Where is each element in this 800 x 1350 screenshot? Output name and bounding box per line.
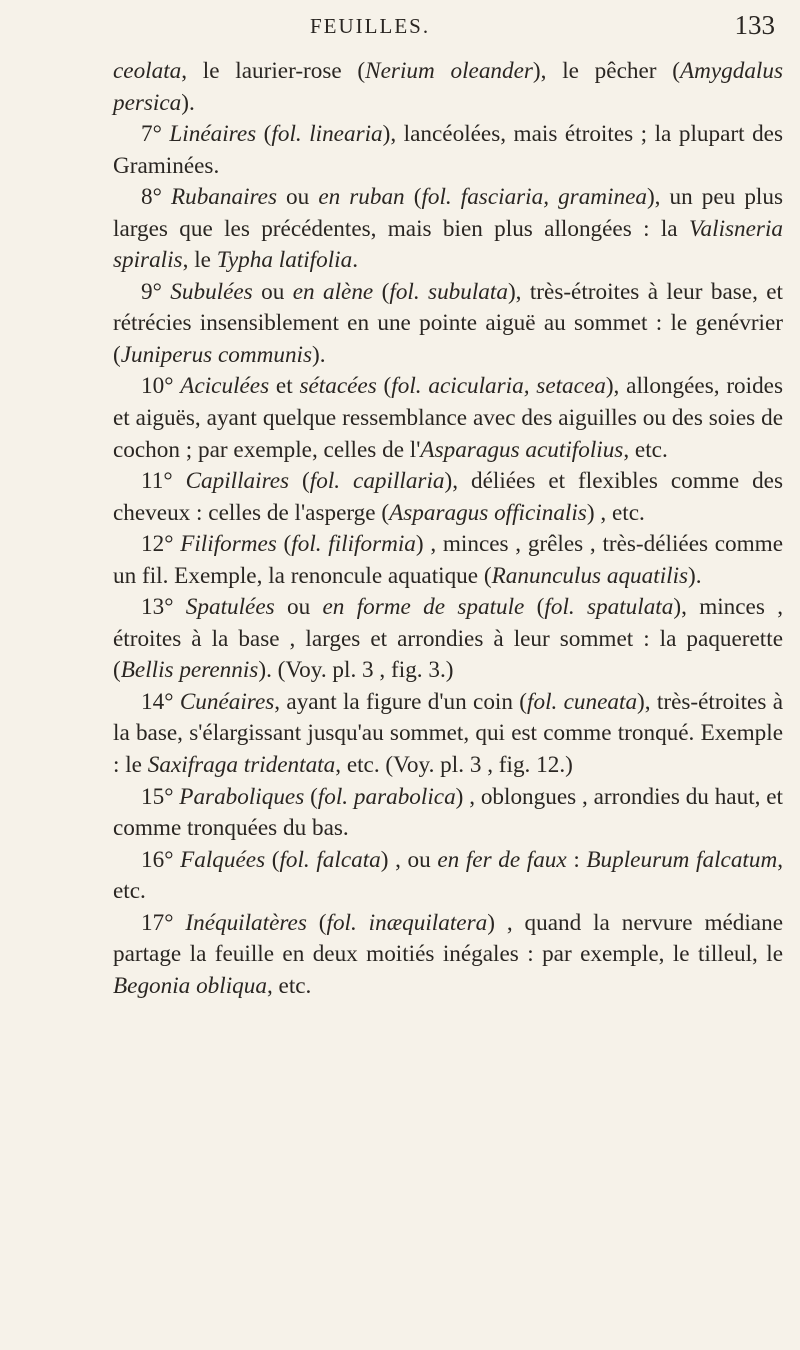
text-run: ), allongées, roides et aiguës, ayant quelque ressemblance avec des aiguilles ou des soies de cochon ; par exemple, celles de l' <box>113 373 783 463</box>
text-run: ), lancéolées, mais étroites ; la plupart des Graminées. <box>113 121 783 179</box>
italic-term: Begonia obliqua <box>113 972 267 999</box>
text-run: ), le pêcher ( <box>532 58 680 84</box>
paragraph-item-17 <box>113 908 783 1003</box>
text-run: ou <box>274 594 323 621</box>
text-run: ( <box>524 594 545 621</box>
italic-term: Bellis perennis <box>120 657 259 684</box>
text-run: , le <box>182 247 217 274</box>
italic-term: Bupleurum falcatum <box>586 846 778 873</box>
text-run: ( <box>306 909 327 936</box>
italic-term: fol. capillaria <box>309 468 445 495</box>
italic-term: Ranunculus aquatilis <box>491 562 689 589</box>
text-run: ) , minces , grêles , très-déliées comme un fil. Exemple, la renoncule aquatique ( <box>113 531 783 589</box>
italic-term: Juniperus communis <box>120 341 313 368</box>
text-run: et <box>269 373 300 400</box>
paragraph-item-16 <box>113 845 783 908</box>
text-run: 12° <box>141 531 181 558</box>
paragraph-intro <box>113 56 783 119</box>
paragraph-item-12 <box>113 529 783 592</box>
text-run: ), minces , étroites à la base , larges et arrondies à leur sommet : la paquerette ( <box>113 594 783 684</box>
italic-term: Nerium oleander <box>365 58 533 84</box>
italic-term: Asparagus acutifolius <box>420 436 624 463</box>
text-run: ), très-étroites à leur base, et rétrécies insensiblement en une pointe aiguë au sommet : le genévrier ( <box>113 278 784 368</box>
text-run: ou <box>277 184 319 211</box>
text-run: 9° <box>141 278 171 305</box>
italic-term: fol. spatulata <box>544 594 674 621</box>
italic-term: sétacées <box>299 373 377 400</box>
text-run: 7° <box>141 121 170 148</box>
paragraph-item-8 <box>113 182 783 277</box>
text-run: , etc. (Voy. pl. 3 , fig. 12.) <box>335 752 573 779</box>
text-run: ( <box>404 184 422 211</box>
italic-term: en fer de faux <box>437 846 567 873</box>
running-head: FEUILLES. <box>310 14 431 38</box>
italic-term: fol. cuneata <box>527 688 638 715</box>
text-run: ) , etc. <box>586 499 645 526</box>
text-run: . <box>352 247 358 274</box>
text-run: , ayant la figure d'un coin ( <box>274 688 528 715</box>
italic-term: en ruban <box>318 184 405 211</box>
text-run: ). <box>181 89 195 116</box>
italic-term: fol. subulata <box>389 278 508 305</box>
italic-term: Subulées <box>170 278 253 305</box>
text-run: ( <box>376 373 392 400</box>
text-run: ( <box>289 468 310 495</box>
text-run: ( <box>256 121 272 148</box>
italic-term: Capillaires <box>185 468 290 495</box>
italic-term: Saxifraga tridentata <box>147 752 336 779</box>
paragraph-item-14 <box>113 687 783 782</box>
paragraph-item-11 <box>113 466 783 529</box>
italic-term: Valisneria spiralis <box>113 215 783 274</box>
italic-term: Inéquilatères <box>185 909 307 936</box>
italic-term: Falquées <box>180 846 266 873</box>
page-number: 133 <box>734 10 775 40</box>
text-run: ). <box>688 562 702 589</box>
italic-term: fol. filiformia <box>291 531 416 558</box>
text-run: ), déliées et flexibles comme des cheveux : celles de l'asperge ( <box>113 468 783 526</box>
text-run: ) , oblongues , arrondies du haut, et comme tronquées du bas. <box>113 783 783 842</box>
text-run: 17° <box>141 909 186 936</box>
paragraph-item-13 <box>113 592 783 687</box>
paragraph-item-10 <box>113 371 783 466</box>
italic-term: Filiformes <box>180 531 277 558</box>
italic-term: Rubanaires <box>170 184 277 211</box>
italic-term: fol. acicularia, setacea <box>391 373 606 400</box>
text-run: ) , ou <box>380 846 438 873</box>
italic-term: en forme de spatule <box>322 594 525 621</box>
text-run: 11° <box>141 468 186 495</box>
text-run: : <box>566 846 587 873</box>
text-run: ), un peu plus larges que les précédentes, mais bien plus allongées : la <box>113 184 783 242</box>
paragraph-item-15 <box>113 782 783 845</box>
italic-term: fol. falcata <box>279 846 381 873</box>
text-run: ( <box>265 846 280 873</box>
italic-term: Asparagus officinalis <box>389 499 587 526</box>
italic-term: en alène <box>292 278 374 305</box>
text-run: , le laurier-rose ( <box>181 58 366 84</box>
paragraph-item-7 <box>113 119 783 182</box>
text-run: 14° <box>141 688 180 715</box>
italic-term: Linéaires <box>169 121 257 148</box>
text-run: , etc. <box>113 846 783 905</box>
text-run: ( <box>276 531 292 558</box>
text-run: ). (Voy. pl. 3 , fig. 3.) <box>258 657 454 684</box>
italic-term: Aciculées <box>180 373 270 400</box>
italic-term: fol. linearia <box>271 121 383 148</box>
text-run: ( <box>304 783 318 810</box>
italic-term: ceolata <box>113 58 182 84</box>
italic-term: Cunéaires <box>179 688 275 715</box>
text-run: , etc. <box>266 972 312 999</box>
text-run: 13° <box>141 594 186 621</box>
italic-term: fol. inæquilatera <box>326 909 488 936</box>
paragraph-item-9 <box>113 277 783 372</box>
text-run: ), très-étroites à la base, s'élargissant jusqu'au sommet, qui est comme tronqué. Exemple : le <box>113 688 783 779</box>
text-run: ). <box>312 341 326 368</box>
italic-term: Typha latifolia <box>216 247 353 274</box>
text-run: , etc. <box>623 436 668 463</box>
text-run: ) , quand la nervure médiane partage la feuille en deux moitiés inégales : par exemple, le tilleul, le <box>113 909 783 968</box>
italic-term: fol. parabolica <box>317 783 456 810</box>
text-run: 15° <box>141 783 180 810</box>
text-run: 8° <box>141 184 171 211</box>
text-run: ou <box>252 278 293 305</box>
body-text <box>113 56 783 1002</box>
italic-term: Spatulées <box>185 594 275 621</box>
text-run: ( <box>373 278 390 305</box>
italic-term: Amygdalus persica <box>113 58 783 116</box>
italic-term: Paraboliques <box>179 783 305 810</box>
text-run: 16° <box>141 846 181 873</box>
text-run: 10° <box>141 373 181 400</box>
page-header <box>115 8 775 48</box>
italic-term: fol. fasciaria, graminea <box>421 184 647 211</box>
